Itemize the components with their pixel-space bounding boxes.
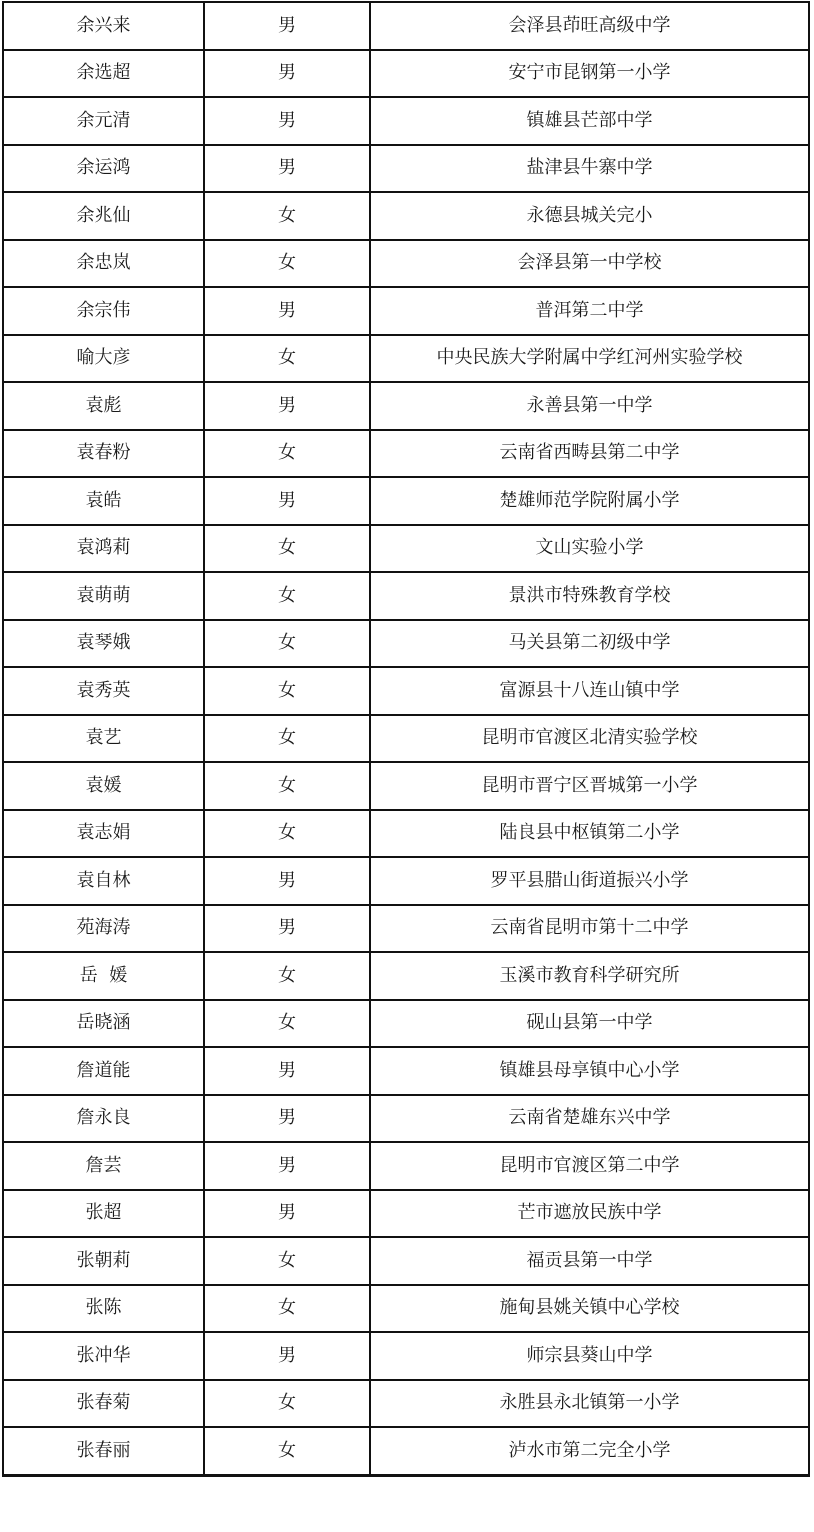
name-cell: 詹道能 xyxy=(3,1047,204,1095)
name-cell: 袁彪 xyxy=(3,382,204,430)
name-cell: 袁皓 xyxy=(3,477,204,525)
table-row xyxy=(3,2,809,50)
gender-cell: 男 xyxy=(204,1142,370,1190)
name-cell: 岳 媛 xyxy=(3,952,204,1000)
school-cell: 砚山县第一中学 xyxy=(370,1000,809,1048)
table-row xyxy=(3,430,809,478)
gender-cell: 女 xyxy=(204,240,370,288)
school-cell: 福贡县第一中学 xyxy=(370,1237,809,1285)
school-cell: 师宗县葵山中学 xyxy=(370,1332,809,1380)
name-cell: 詹芸 xyxy=(3,1142,204,1190)
school-cell: 施甸县姚关镇中心学校 xyxy=(370,1285,809,1333)
table-row xyxy=(3,667,809,715)
table-row xyxy=(3,620,809,668)
school-cell: 云南省西畴县第二中学 xyxy=(370,430,809,478)
name-cell: 袁志娟 xyxy=(3,810,204,858)
table-row xyxy=(3,382,809,430)
school-cell: 楚雄师范学院附属小学 xyxy=(370,477,809,525)
school-cell: 昆明市官渡区北清实验学校 xyxy=(370,715,809,763)
table-row xyxy=(3,810,809,858)
school-cell: 永德县城关完小 xyxy=(370,192,809,240)
name-cell: 袁秀英 xyxy=(3,667,204,715)
table-row xyxy=(3,1380,809,1428)
gender-cell: 男 xyxy=(204,477,370,525)
table-row xyxy=(3,525,809,573)
gender-cell: 女 xyxy=(204,525,370,573)
name-cell: 喻大彦 xyxy=(3,335,204,383)
school-cell: 云南省昆明市第十二中学 xyxy=(370,905,809,953)
school-cell: 镇雄县芒部中学 xyxy=(370,97,809,145)
gender-cell: 男 xyxy=(204,287,370,335)
name-cell: 袁鸿莉 xyxy=(3,525,204,573)
table-row xyxy=(3,857,809,905)
gender-cell: 女 xyxy=(204,1427,370,1475)
table-row xyxy=(3,50,809,98)
table-row xyxy=(3,1237,809,1285)
gender-cell: 女 xyxy=(204,1000,370,1048)
name-cell: 余宗伟 xyxy=(3,287,204,335)
name-cell: 张超 xyxy=(3,1190,204,1238)
school-cell: 中央民族大学附属中学红河州实验学校 xyxy=(370,335,809,383)
gender-cell: 女 xyxy=(204,430,370,478)
school-cell: 安宁市昆钢第一小学 xyxy=(370,50,809,98)
table-row xyxy=(3,97,809,145)
table-row xyxy=(3,952,809,1000)
school-cell: 陆良县中枢镇第二小学 xyxy=(370,810,809,858)
gender-cell: 女 xyxy=(204,667,370,715)
name-cell: 张春丽 xyxy=(3,1427,204,1475)
gender-cell: 女 xyxy=(204,1237,370,1285)
name-cell: 张冲华 xyxy=(3,1332,204,1380)
name-cell: 张春菊 xyxy=(3,1380,204,1428)
school-cell: 永善县第一中学 xyxy=(370,382,809,430)
school-cell: 芒市遮放民族中学 xyxy=(370,1190,809,1238)
school-cell: 马关县第二初级中学 xyxy=(370,620,809,668)
table-row xyxy=(3,1427,809,1475)
school-cell: 镇雄县母享镇中心小学 xyxy=(370,1047,809,1095)
table-row xyxy=(3,1047,809,1095)
table-row xyxy=(3,715,809,763)
table-row xyxy=(3,905,809,953)
gender-cell: 男 xyxy=(204,857,370,905)
gender-cell: 男 xyxy=(204,1095,370,1143)
name-cell: 詹永良 xyxy=(3,1095,204,1143)
name-cell: 袁萌萌 xyxy=(3,572,204,620)
table-row xyxy=(3,240,809,288)
gender-cell: 女 xyxy=(204,192,370,240)
name-cell: 袁琴娥 xyxy=(3,620,204,668)
name-cell: 苑海涛 xyxy=(3,905,204,953)
name-cell: 余兆仙 xyxy=(3,192,204,240)
name-cell: 余忠岚 xyxy=(3,240,204,288)
name-cell: 余运鸿 xyxy=(3,145,204,193)
gender-cell: 男 xyxy=(204,1190,370,1238)
gender-cell: 男 xyxy=(204,1332,370,1380)
table-row xyxy=(3,1142,809,1190)
name-cell: 余元清 xyxy=(3,97,204,145)
gender-cell: 男 xyxy=(204,50,370,98)
school-cell: 罗平县腊山街道振兴小学 xyxy=(370,857,809,905)
table-row xyxy=(3,1000,809,1048)
name-cell: 张陈 xyxy=(3,1285,204,1333)
school-cell: 富源县十八连山镇中学 xyxy=(370,667,809,715)
school-cell: 盐津县牛寨中学 xyxy=(370,145,809,193)
gender-cell: 男 xyxy=(204,1047,370,1095)
table-row xyxy=(3,1332,809,1380)
gender-cell: 女 xyxy=(204,715,370,763)
school-cell: 文山实验小学 xyxy=(370,525,809,573)
name-cell: 袁媛 xyxy=(3,762,204,810)
table-row xyxy=(3,192,809,240)
roster-body xyxy=(3,2,809,1475)
table-row xyxy=(3,1095,809,1143)
gender-cell: 女 xyxy=(204,810,370,858)
name-cell: 余选超 xyxy=(3,50,204,98)
name-cell: 张朝莉 xyxy=(3,1237,204,1285)
school-cell: 景洪市特殊教育学校 xyxy=(370,572,809,620)
table-row xyxy=(3,335,809,383)
name-cell: 袁自林 xyxy=(3,857,204,905)
gender-cell: 女 xyxy=(204,335,370,383)
roster-table xyxy=(2,1,810,1477)
gender-cell: 男 xyxy=(204,905,370,953)
school-cell: 玉溪市教育科学研究所 xyxy=(370,952,809,1000)
table-row xyxy=(3,145,809,193)
name-cell: 岳晓涵 xyxy=(3,1000,204,1048)
table-row xyxy=(3,762,809,810)
gender-cell: 男 xyxy=(204,145,370,193)
name-cell: 袁春粉 xyxy=(3,430,204,478)
school-cell: 昆明市晋宁区晋城第一小学 xyxy=(370,762,809,810)
school-cell: 普洱第二中学 xyxy=(370,287,809,335)
school-cell: 昆明市官渡区第二中学 xyxy=(370,1142,809,1190)
gender-cell: 女 xyxy=(204,620,370,668)
gender-cell: 男 xyxy=(204,382,370,430)
name-cell: 袁艺 xyxy=(3,715,204,763)
table-row xyxy=(3,477,809,525)
gender-cell: 女 xyxy=(204,1285,370,1333)
name-cell: 余兴来 xyxy=(3,2,204,50)
gender-cell: 男 xyxy=(204,2,370,50)
gender-cell: 女 xyxy=(204,572,370,620)
table-row xyxy=(3,287,809,335)
table-row xyxy=(3,1285,809,1333)
gender-cell: 女 xyxy=(204,762,370,810)
school-cell: 云南省楚雄东兴中学 xyxy=(370,1095,809,1143)
school-cell: 泸水市第二完全小学 xyxy=(370,1427,809,1475)
school-cell: 会泽县茚旺高级中学 xyxy=(370,2,809,50)
school-cell: 会泽县第一中学校 xyxy=(370,240,809,288)
school-cell: 永胜县永北镇第一小学 xyxy=(370,1380,809,1428)
gender-cell: 女 xyxy=(204,952,370,1000)
table-row xyxy=(3,572,809,620)
table-row xyxy=(3,1190,809,1238)
gender-cell: 男 xyxy=(204,97,370,145)
gender-cell: 女 xyxy=(204,1380,370,1428)
